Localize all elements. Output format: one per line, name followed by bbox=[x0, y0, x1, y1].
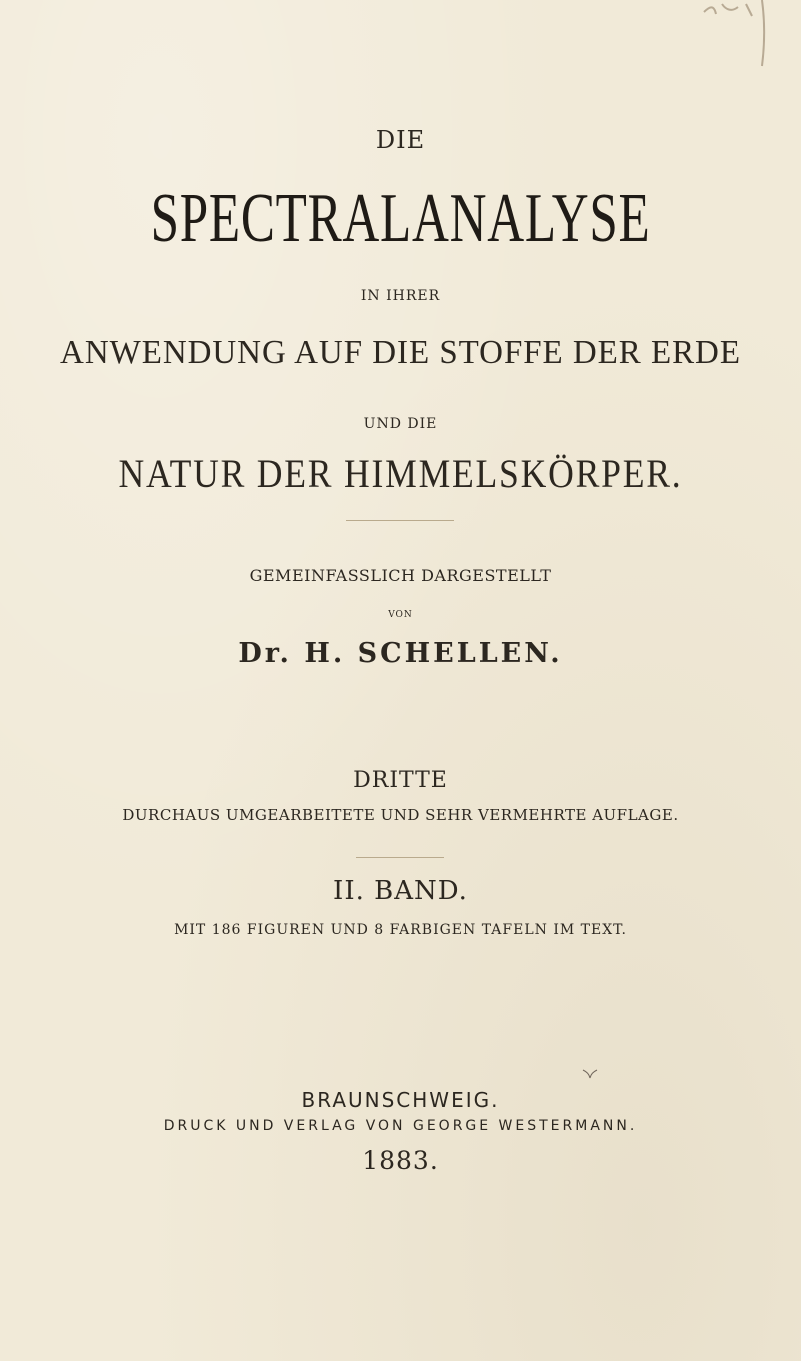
divider-rule bbox=[356, 857, 444, 858]
edition-number: DRITTE bbox=[353, 768, 448, 793]
die-heading: DIE bbox=[375, 126, 426, 154]
author-title: Dr. bbox=[238, 638, 292, 669]
subtitle-application: ANWENDUNG AUF DIE STOFFE DER ERDE bbox=[60, 334, 741, 371]
book-title: SPECTRALANALYSE bbox=[150, 180, 651, 257]
volume-contents: MIT 186 FIGUREN UND 8 FARBIGEN TAFELN IM TEXT. bbox=[174, 922, 627, 938]
ornament-icon bbox=[582, 1069, 598, 1079]
imprint-publisher: DRUCK UND VERLAG VON GEORGE WESTERMANN. bbox=[163, 1118, 638, 1134]
subtitle-in-ihrer: IN IHRER bbox=[360, 288, 441, 304]
author-name: H. SCHELLEN. bbox=[304, 638, 563, 669]
imprint-year: 1883. bbox=[362, 1146, 439, 1175]
subtitle-natur: NATUR DER HIMMELSKÖRPER. bbox=[118, 451, 683, 496]
volume-label: II. BAND. bbox=[333, 876, 468, 906]
von-label: VON bbox=[388, 610, 413, 620]
subtitle-und-die: UND DIE bbox=[363, 416, 438, 432]
description-line: GEMEINFASSLICH DARGESTELLT bbox=[249, 566, 552, 585]
handwritten-mark bbox=[692, 0, 792, 70]
edition-description: DURCHAUS UMGEARBEITETE UND SEHR VERMEHRTE AUFLAGE. bbox=[122, 806, 679, 824]
imprint-city: BRAUNSCHWEIG. bbox=[301, 1088, 500, 1112]
divider-rule bbox=[346, 520, 454, 521]
author-line bbox=[0, 638, 801, 669]
